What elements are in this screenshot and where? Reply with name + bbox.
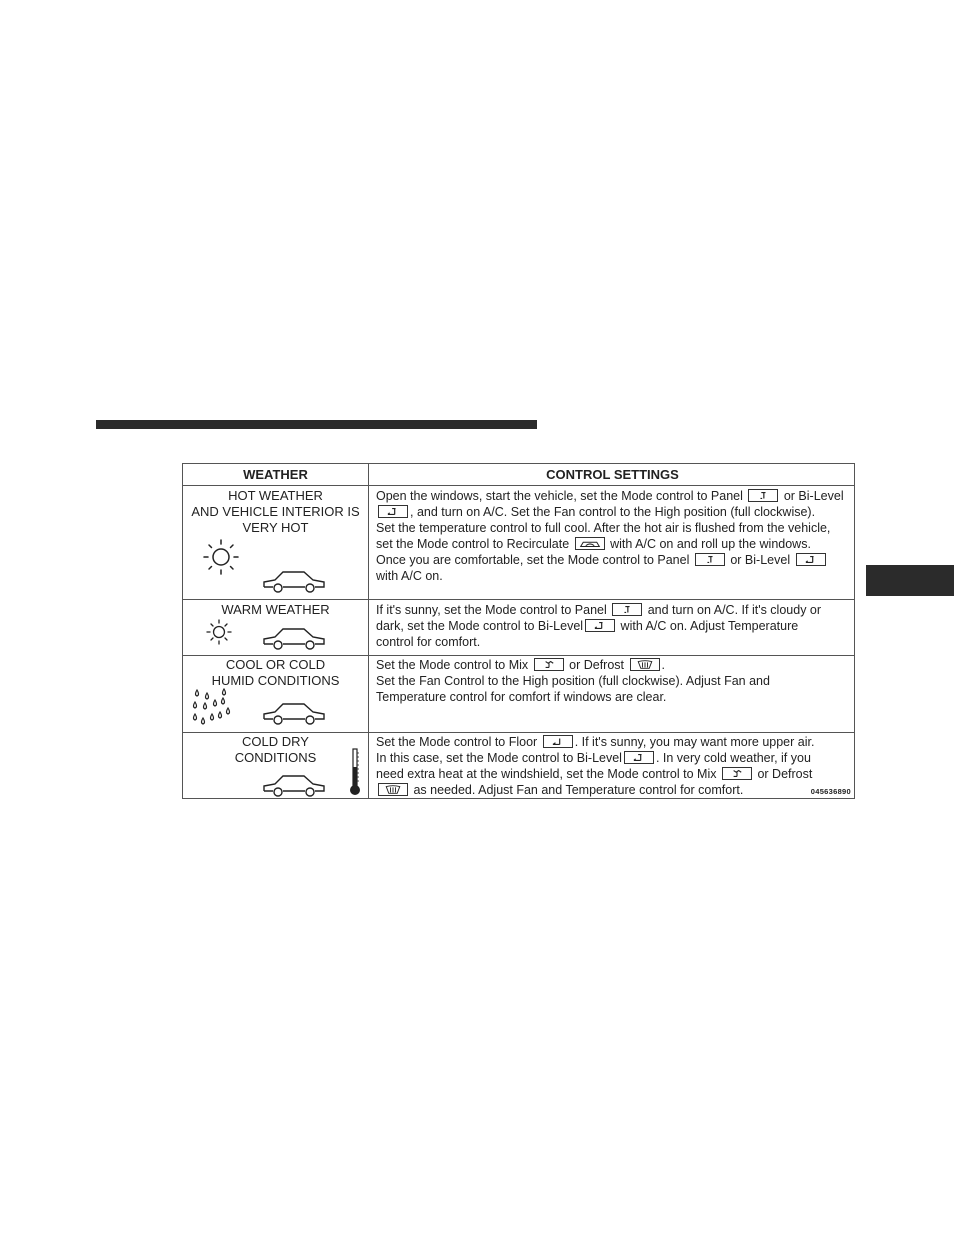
text-run: as needed. Adjust Fan and Temperature control for comfort. — [413, 783, 744, 797]
text-run: Set the Mode control to Floor — [376, 735, 538, 749]
column-divider — [368, 464, 369, 798]
control-settings-text — [376, 734, 848, 798]
thermometer-icon — [348, 747, 362, 797]
weather-condition — [183, 602, 368, 618]
row-divider — [183, 732, 854, 733]
mix-icon — [722, 767, 752, 780]
text-run: or Bi-Level — [783, 489, 844, 503]
car-icon — [261, 772, 327, 798]
weather-line: COLD DRY — [242, 734, 309, 749]
text-run: or Defrost — [569, 658, 625, 672]
text-run: If it's sunny, set the Mode control to Panel — [376, 603, 607, 617]
control-settings-text — [376, 488, 848, 584]
text-run: . In very cold weather, if you — [655, 751, 811, 765]
weather-header: WEATHER — [243, 467, 308, 482]
bi-level-icon — [378, 505, 408, 518]
panel-vent-icon — [695, 553, 725, 566]
text-run: set the Mode control to Recirculate — [376, 537, 570, 551]
text-run: need extra heat at the windshield, set the Mode control to Mix — [376, 767, 717, 781]
text-run: with A/C on. Adjust Temperature — [620, 619, 799, 633]
text-run: and turn on A/C. If it's cloudy or — [647, 603, 822, 617]
panel-vent-icon — [612, 603, 642, 616]
bi-level-icon — [796, 553, 826, 566]
bi-level-icon — [585, 619, 615, 632]
text-run: Set the temperature control to full cool. After the hot air is flushed from the vehicle, — [376, 521, 831, 535]
text-run: . If it's sunny, you may want more upper air. — [574, 735, 815, 749]
text-run: or Bi-Level — [730, 553, 791, 567]
figure-code: 045636890 — [810, 787, 851, 796]
weather-line: CONDITIONS — [234, 750, 317, 765]
section-rule — [96, 420, 537, 429]
car-icon — [261, 700, 327, 726]
text-run: control for comfort. — [376, 635, 481, 649]
climate-control-table — [182, 463, 855, 799]
text-run: . — [661, 658, 665, 672]
weather-condition — [183, 657, 368, 689]
floor-icon — [543, 735, 573, 748]
text-run: Set the Mode control to Mix — [376, 658, 529, 672]
weather-line: WARM WEATHER — [221, 602, 330, 617]
text-run: with A/C on and roll up the windows. — [610, 537, 811, 551]
car-icon — [261, 568, 327, 594]
text-run: dark, set the Mode control to Bi-Level — [376, 619, 584, 633]
panel-vent-icon — [748, 489, 778, 502]
chapter-tab — [866, 565, 954, 596]
control-settings-text — [376, 602, 848, 650]
text-run: or Defrost — [757, 767, 813, 781]
text-run: Once you are comfortable, set the Mode control to Panel — [376, 553, 690, 567]
recirculate-icon — [575, 537, 605, 550]
defrost-icon — [630, 658, 660, 671]
car-icon — [261, 625, 327, 651]
bi-level-icon — [624, 751, 654, 764]
text-run: In this case, set the Mode control to Bi-Level — [376, 751, 622, 765]
row-divider — [183, 655, 854, 656]
control-settings-header: CONTROL SETTINGS — [546, 467, 679, 482]
text-run: Temperature control for comfort if windows are clear. — [376, 690, 667, 704]
control-settings-text — [376, 657, 848, 705]
text-run: Set the Fan Control to the High position (full clockwise). Adjust Fan and — [376, 674, 770, 688]
weather-condition — [183, 734, 368, 766]
weather-line: HOT WEATHER — [228, 488, 323, 503]
raindrops-icon — [191, 687, 233, 729]
mix-icon — [534, 658, 564, 671]
text-run: , and turn on A/C. Set the Fan control to the High position (full clockwise). — [410, 505, 816, 519]
header-divider — [183, 485, 854, 486]
text-run: with A/C on. — [376, 569, 443, 583]
row-divider — [183, 599, 854, 600]
weather-condition — [183, 488, 368, 536]
text-run: Open the windows, start the vehicle, set the Mode control to Panel — [376, 489, 743, 503]
sun-icon — [205, 618, 233, 646]
weather-line: AND VEHICLE INTERIOR IS — [191, 504, 360, 519]
defrost-icon — [378, 783, 408, 796]
weather-line: COOL OR COLD — [225, 657, 326, 672]
weather-line: HUMID CONDITIONS — [211, 673, 340, 688]
sun-icon — [201, 537, 241, 577]
weather-line: VERY HOT — [242, 520, 309, 535]
